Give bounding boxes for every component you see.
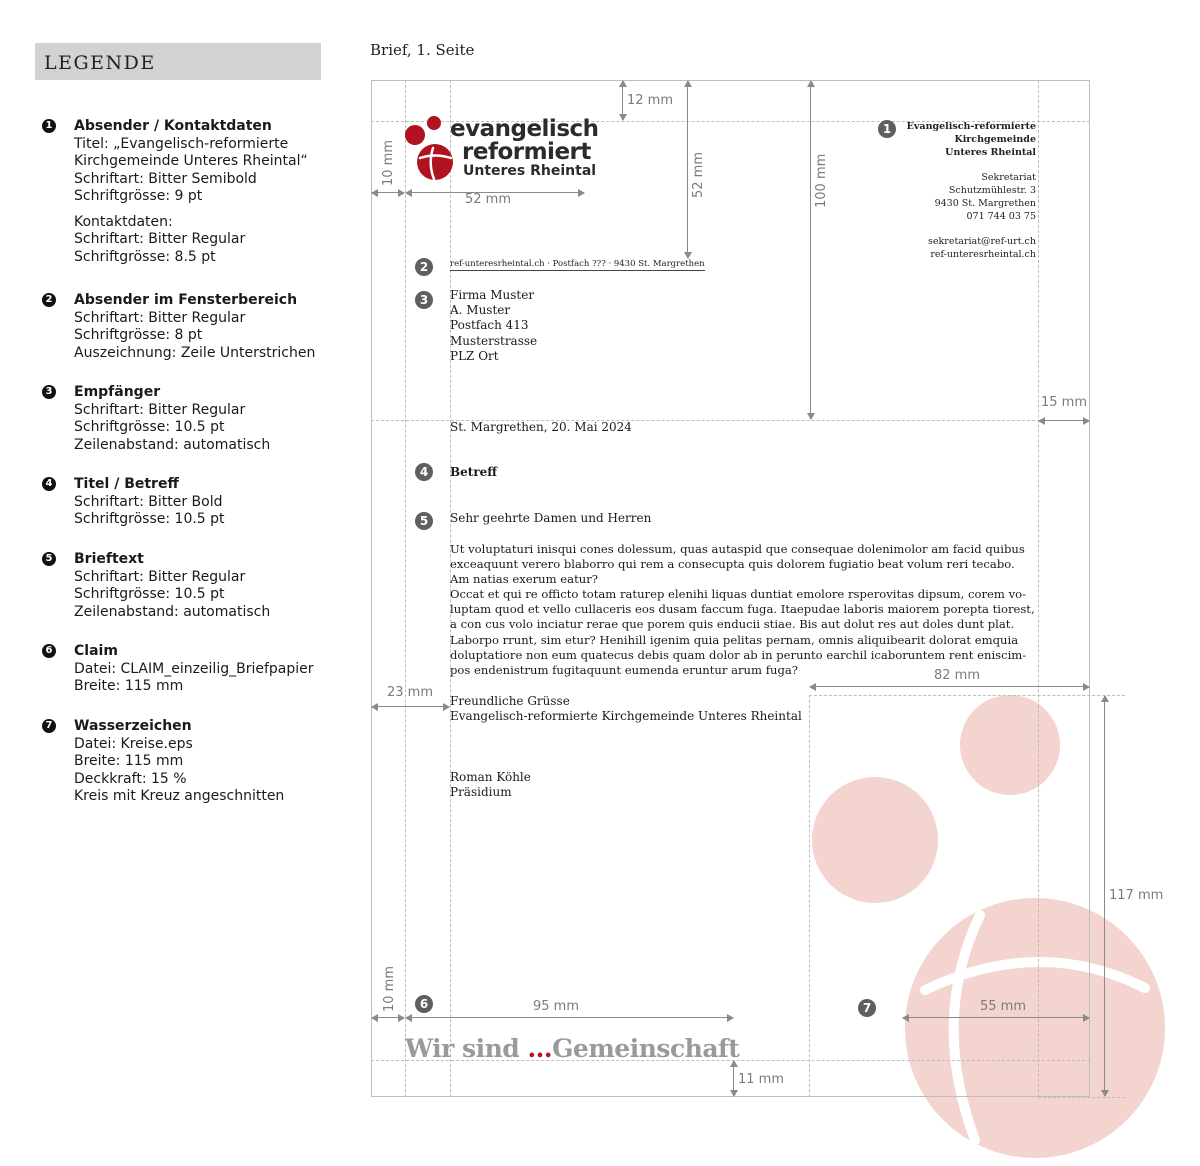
- dimension-label: 52 mm: [465, 192, 512, 207]
- dimension-label: 95 mm: [533, 999, 580, 1014]
- body-line: Am natias exerum eatur?: [450, 572, 598, 587]
- legend-line: Schriftgrösse: 8.5 pt: [74, 248, 216, 265]
- closing-line: Freundliche Grüsse: [450, 694, 570, 708]
- sender-block: [907, 120, 1036, 261]
- legend-number: 6: [42, 644, 56, 658]
- dimension-left-text-margin: [372, 706, 449, 707]
- legend-line: Schriftgrösse: 10.5 pt: [74, 419, 225, 435]
- dimension-logo-left: [372, 192, 404, 193]
- marker-4: 4: [415, 463, 433, 481]
- recipient-line: PLZ Ort: [450, 348, 499, 363]
- legend-item-title: Wasserzeichen: [74, 718, 192, 734]
- legend-line: Deckkraft: 15 %: [74, 770, 187, 787]
- body-line: exceaquunt verero blaborro qui rem a consecupta quis dolorem fugiatio beat volum reri tecabo.: [450, 557, 1015, 572]
- legend-line: Titel: „Evangelisch-reformierte: [74, 135, 289, 152]
- claim-dots: ...: [527, 1034, 553, 1063]
- legend-item-3: [42, 384, 332, 454]
- legend-line: Schriftgrösse: 10.5 pt: [74, 586, 225, 602]
- legend-number: 3: [42, 385, 56, 399]
- marker-2: 2: [415, 258, 433, 276]
- body-line: pos endenistrum fugitaquunt eumenda eruntur arum fuga?: [450, 662, 799, 677]
- dimension-label: 11 mm: [738, 1072, 785, 1087]
- sender-title-line: Unteres Rheintal: [945, 147, 1036, 158]
- marker-7: 7: [858, 999, 876, 1017]
- legend-line: Datei: Kreise.eps: [74, 735, 193, 752]
- letter-body: [450, 542, 1050, 678]
- dimension-label: 12 mm: [627, 93, 674, 108]
- letter-salutation: Sehr geehrte Damen und Herren: [450, 511, 652, 525]
- recipient-line: Firma Muster: [450, 288, 535, 302]
- legend-number: 2: [42, 293, 56, 307]
- letter-closing: [450, 694, 802, 724]
- page-caption: Brief, 1. Seite: [370, 41, 475, 59]
- legend-number: 7: [42, 719, 56, 733]
- claim-part2: Gemeinschaft: [552, 1034, 740, 1063]
- dimension-label: 15 mm: [1041, 395, 1088, 410]
- dimension-watermark-height: [1104, 696, 1105, 1096]
- sender-web-line: ref-unteresrheintal.ch: [930, 249, 1036, 260]
- legend-line: Schriftart: Bitter Regular: [74, 309, 246, 326]
- marker-5: 5: [415, 512, 433, 530]
- legend-line: Zeilenabstand: automatisch: [74, 436, 271, 453]
- sender-title-line: Kirchgemeinde: [954, 134, 1036, 145]
- body-line: Laborpo rrunt, sim etur? Henihill igenim quia pelitas pernam, omnis aliquibearit dolorat emquia: [450, 632, 1019, 647]
- closing-line: Evangelisch-reformierte Kirchgemeinde Unteres Rheintal: [450, 709, 802, 724]
- dimension-right-margin: [1039, 420, 1089, 421]
- letter-signer: [450, 770, 531, 800]
- dimension-bottom-margin: [733, 1061, 734, 1096]
- logo-text-line2: reformiert: [462, 139, 591, 165]
- legend-line: Schriftart: Bitter Regular: [74, 231, 246, 247]
- letter-subject: Betreff: [450, 465, 498, 479]
- logo-text-line3: Unteres Rheintal: [463, 163, 597, 179]
- legend-item-1: [42, 118, 332, 266]
- legend-line: Datei: CLAIM_einzeilig_Briefpapier: [74, 660, 314, 677]
- dimension-top-margin: [622, 81, 623, 120]
- body-line: Ut voluptaturi inisqui cones dolessum, quas autaspid que consequae dolenimolor am facid quibus: [450, 542, 1025, 556]
- legend-line: Zeilenabstand: automatisch: [74, 603, 271, 620]
- dimension-watermark-width: [810, 686, 1089, 687]
- body-line: luptam quod et vello cullaceris eos dusam faccum fuga. Itaepudae laboris maiorem porepta tiorest,: [450, 602, 1035, 617]
- legend-line: Schriftgrösse: 9 pt: [74, 188, 203, 204]
- signer-role: Präsidium: [450, 785, 512, 800]
- legend-item-2: [42, 292, 332, 362]
- legend-item-4: [42, 476, 332, 529]
- dimension-label: 55 mm: [980, 999, 1027, 1014]
- dimension-claim-width: [406, 1017, 733, 1018]
- logo-text-line1: evangelisch: [450, 116, 599, 142]
- guide-horizontal: [809, 695, 1125, 696]
- claim: [405, 1034, 739, 1063]
- body-line: doluptatiore non eum quatecus debis quam dolor ab in perunto earchil icaboruntem rent eniscim-: [450, 647, 1027, 662]
- legend-line: Kontaktdaten:: [74, 213, 173, 230]
- sender-contact-line: 071 744 03 75: [966, 211, 1036, 222]
- legend-line: Breite: 115 mm: [74, 753, 184, 769]
- recipient-line: Postfach 413: [450, 318, 529, 333]
- dimension-claim-left: [372, 1017, 404, 1018]
- legend-item-5: [42, 551, 332, 621]
- marker-1: 1: [878, 120, 896, 138]
- sender-contact-line: 9430 St. Margrethen: [934, 198, 1036, 209]
- body-line: a con cus volo inciatur rerae que porem quis enducii stiae. Bis aut dolut res aut doles dunt plat.: [450, 617, 1015, 632]
- legend-line: Schriftgrösse: 8 pt: [74, 327, 203, 343]
- guide-horizontal: [1038, 1097, 1125, 1098]
- guide-vertical: [809, 695, 810, 1097]
- recipient-line: Musterstrasse: [450, 333, 538, 348]
- legend-title: LEGENDE: [44, 52, 156, 74]
- sender-web-line: sekretariat@ref-urt.ch: [928, 236, 1036, 247]
- legend-item-title: Claim: [74, 643, 118, 659]
- dimension-label: 23 mm: [387, 685, 434, 700]
- legend-line: Schriftart: Bitter Semibold: [74, 170, 257, 187]
- dimension-label: 10 mm: [381, 139, 396, 186]
- dimension-watermark-inner: [903, 1017, 1089, 1018]
- dimension-address-depth: [810, 81, 811, 419]
- legend-line: Schriftgrösse: 10.5 pt: [74, 511, 225, 527]
- legend-number: 1: [42, 119, 56, 133]
- legend-number: 5: [42, 552, 56, 566]
- dimension-label: 52 mm: [691, 151, 706, 198]
- dimension-label: 82 mm: [934, 668, 981, 683]
- marker-3: 3: [415, 291, 433, 309]
- signer-name: Roman Köhle: [450, 770, 531, 784]
- claim-part1: Wir sind: [405, 1034, 528, 1063]
- dimension-label: 10 mm: [382, 965, 397, 1012]
- dimension-label: 117 mm: [1109, 888, 1164, 903]
- legend-item-title: Brieftext: [74, 551, 144, 567]
- legend-line: Schriftart: Bitter Regular: [74, 568, 246, 585]
- legend-item-6: [42, 643, 332, 696]
- legend-line: Kreis mit Kreuz angeschnitten: [74, 788, 285, 804]
- legend-item-title: Absender / Kontaktdaten: [74, 118, 272, 134]
- legend-header: [35, 43, 321, 80]
- sender-contact-line: Sekretariat: [981, 172, 1036, 183]
- recipient-block: [450, 288, 537, 364]
- legend-item-7: [42, 718, 332, 806]
- legend-line: Kirchgemeinde Unteres Rheintal“: [74, 153, 308, 169]
- letter-date: St. Margrethen, 20. Mai 2024: [450, 420, 632, 434]
- body-line: Occat et qui re officto totam raturep elenihi liquas duntiat emolore rsperovitas dipsum, corem vo-: [450, 587, 1027, 602]
- legend-line: Schriftart: Bitter Regular: [74, 401, 246, 418]
- sender-contact-line: Schutzmühlestr. 3: [948, 185, 1036, 196]
- legend-item-title: Absender im Fensterbereich: [74, 292, 298, 308]
- recipient-line: A. Muster: [450, 303, 511, 318]
- dimension-logo-to-window: [687, 81, 688, 258]
- marker-6: 6: [415, 995, 433, 1013]
- legend-line: Schriftart: Bitter Bold: [74, 493, 223, 510]
- sender-title-line: Evangelisch-reformierte: [906, 121, 1036, 132]
- legend-line: Breite: 115 mm: [74, 678, 184, 694]
- legend-item-title: Titel / Betreff: [74, 476, 179, 492]
- guide-vertical: [405, 80, 406, 1097]
- legend-number: 4: [42, 477, 56, 491]
- legend-item-title: Empfänger: [74, 384, 161, 400]
- window-sender-line: ref-unteresrheintal.ch · Postfach ??? · 9430 St. Margrethen: [450, 259, 705, 269]
- dimension-label: 100 mm: [814, 153, 829, 208]
- legend-line: Auszeichnung: Zeile Unterstrichen: [74, 344, 316, 361]
